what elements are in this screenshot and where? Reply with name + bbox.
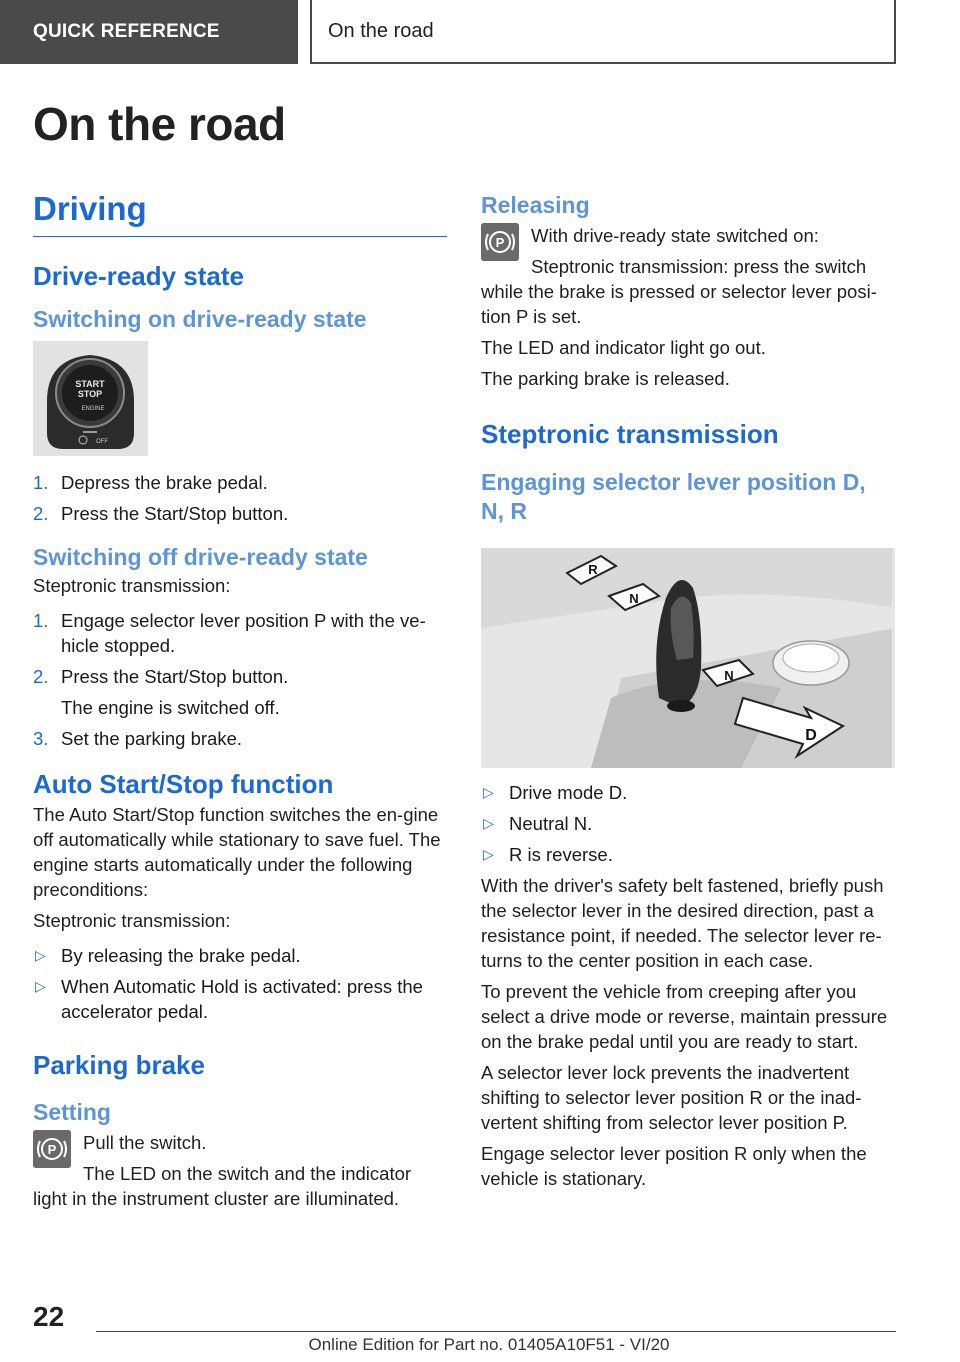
setting-line-2: The LED on the switch and the indicator light in the instrument cluster are illuminated. <box>33 1163 412 1209</box>
auto-start-stop-bullets <box>33 943 447 1024</box>
svg-text:P: P <box>47 1142 57 1157</box>
header-section-label: QUICK REFERENCE <box>33 21 220 42</box>
heading-engage-selector: Engaging selector lever position D, N, R <box>481 469 866 524</box>
page-number: 22 <box>33 1301 65 1332</box>
steptronic-label: Steptronic transmission: <box>33 910 231 931</box>
start-stop-button-image <box>33 341 148 456</box>
list-item: ▷ R is reverse. <box>483 844 613 865</box>
header-chapter-label: On the road <box>328 19 434 42</box>
start-stop-button-icon <box>33 341 148 456</box>
releasing-line-4: The parking brake is released. <box>481 368 730 389</box>
parking-brake-icon <box>33 1130 71 1168</box>
page-title: On the road <box>33 98 286 150</box>
releasing-line-1: With drive-ready state switched on: <box>531 225 819 246</box>
footer-edition: Online Edition for Part no. 01405A10F51 - VI/20 <box>308 1335 670 1354</box>
selector-lever-illustration <box>481 548 895 768</box>
list-item: 2. Press the Start/Stop button. The engine is switched off. <box>33 666 289 718</box>
header-section-tab <box>0 0 298 64</box>
left-column <box>33 190 447 1211</box>
lever-label-r: R <box>588 562 598 577</box>
releasing-line-3: The LED and indicator light go out. <box>481 337 766 358</box>
heading-releasing: Releasing <box>481 192 590 218</box>
steps-switch-on <box>33 470 447 526</box>
header-chapter-tab <box>310 0 896 64</box>
parking-brake-icon <box>481 223 519 261</box>
heading-drive-ready-state: Drive-ready state <box>33 261 244 291</box>
auto-start-stop-body: The Auto Start/Stop function switches the en-gine off automatically while stationary to save fuel. The engine starts automatically under the following preconditions: <box>33 804 441 900</box>
list-item: 1. Depress the brake pedal. <box>33 472 268 493</box>
list-item: ▷ When Automatic Hold is activated: press the accelerator pedal. <box>35 976 423 1022</box>
releasing-line-2: Steptronic transmission: press the switch while the brake is pressed or selector lever posi-tion P is set. <box>481 256 877 327</box>
steptronic-label: Steptronic transmission: <box>33 575 231 596</box>
paragraph-prevent-creeping: To prevent the vehicle from creeping after you select a drive mode or reverse, maintain pressure on the brake pedal until you are ready to start. <box>481 981 888 1052</box>
bullet-triangle-icon: ▷ <box>35 947 46 963</box>
button-label-stop: STOP <box>77 389 103 399</box>
lever-label-n-upper: N <box>629 591 639 606</box>
svg-text:P: P <box>495 235 505 250</box>
footer-rule <box>96 1331 896 1332</box>
list-item: ▷ Drive mode D. <box>483 782 628 803</box>
heading-setting: Setting <box>33 1099 111 1125</box>
lever-label-n-lower: N <box>724 668 734 683</box>
heading-auto-start-stop: Auto Start/Stop function <box>33 769 334 799</box>
button-label-engine: ENGINE <box>81 406 105 412</box>
list-item: ▷ Neutral N. <box>483 813 593 834</box>
lever-label-d: D <box>805 727 817 744</box>
drive-mode-bullets <box>481 780 895 867</box>
section-title-driving: Driving <box>33 190 447 237</box>
bullet-triangle-icon: ▷ <box>483 846 494 862</box>
paragraph-engage-r: Engage selector lever position R only when the vehicle is stationary. <box>481 1143 867 1189</box>
list-item: 2. Press the Start/Stop button. <box>33 503 289 524</box>
bullet-triangle-icon: ▷ <box>35 978 46 994</box>
heading-steptronic: Steptronic transmission <box>481 419 779 449</box>
heading-switching-off: Switching off drive-ready state <box>33 544 368 570</box>
steps-switch-off <box>33 608 447 751</box>
setting-line-1: Pull the switch. <box>83 1132 207 1153</box>
paragraph-selector-lock: A selector lever lock prevents the inadvertent shifting to selector lever position R or the inad-vertent shifting from selector lever position P. <box>481 1062 862 1133</box>
heading-switching-on: Switching on drive-ready state <box>33 306 367 332</box>
right-column <box>481 186 895 1191</box>
button-label-off: OFF <box>96 439 108 445</box>
paragraph-push-lever: With the driver's safety belt fastened, briefly push the selector lever in the desired direction, past a resistance point, if needed. The selector lever re-turns to the center position in each case. <box>481 875 884 971</box>
list-item: 3. Set the parking brake. <box>33 728 242 749</box>
bullet-triangle-icon: ▷ <box>483 784 494 800</box>
releasing-block <box>481 219 895 329</box>
selector-lever-image <box>481 548 895 768</box>
list-item: ▷ By releasing the brake pedal. <box>35 945 301 966</box>
list-item: 1. Engage selector lever position P with the ve-hicle stopped. <box>33 610 426 656</box>
button-label-start: START <box>75 379 105 389</box>
bullet-triangle-icon: ▷ <box>483 815 494 831</box>
setting-block <box>33 1126 447 1211</box>
heading-parking-brake: Parking brake <box>33 1050 205 1080</box>
